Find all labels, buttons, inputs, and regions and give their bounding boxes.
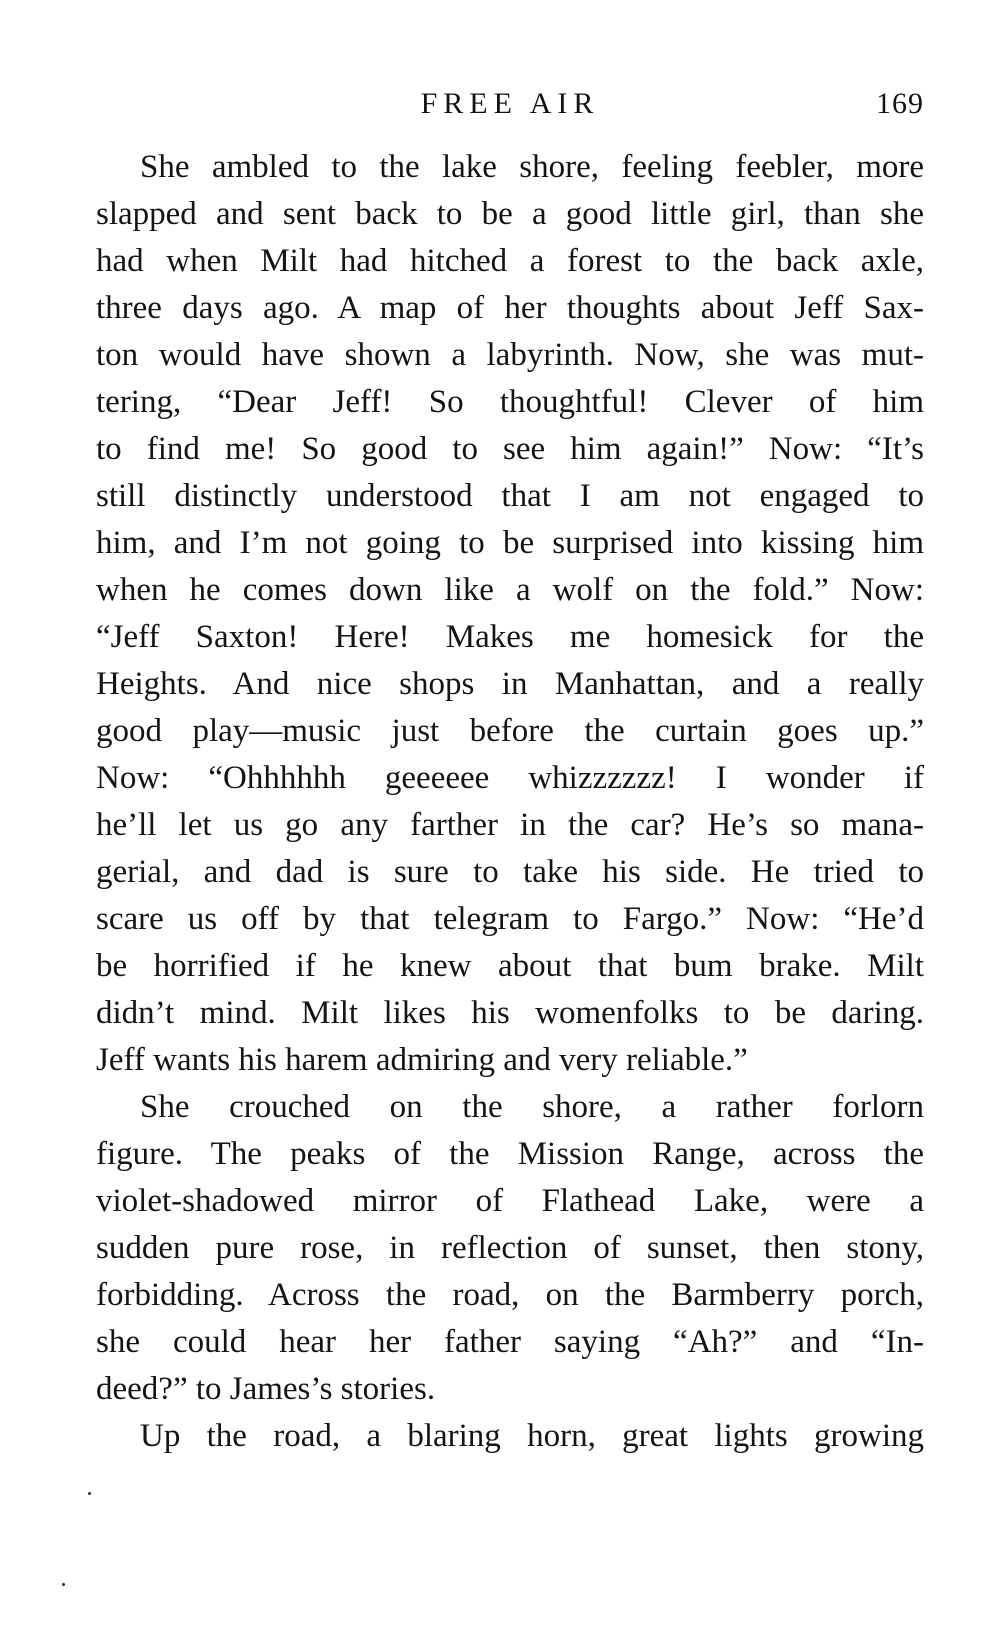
ink-speck bbox=[88, 1492, 91, 1495]
text-line: slapped and sent back to be a good little girl, than she bbox=[96, 196, 924, 232]
body-text bbox=[96, 144, 924, 1460]
text-line: good play—music just before the curtain goes up.” bbox=[96, 713, 924, 749]
text-line: figure. The peaks of the Mission Range, across the bbox=[96, 1136, 924, 1172]
text-line: Heights. And nice shops in Manhattan, and a really bbox=[96, 666, 924, 702]
text-line: when he comes down like a wolf on the fold.” Now: bbox=[96, 572, 924, 608]
text-line: scare us off by that telegram to Fargo.” Now: “He’d bbox=[96, 901, 924, 937]
running-title: FREE AIR bbox=[420, 87, 600, 120]
text-line: be horrified if he knew about that bum brake. Milt bbox=[96, 948, 924, 984]
text-line: he’ll let us go any farther in the car? He’s so mana- bbox=[96, 807, 924, 843]
ink-speck bbox=[62, 1583, 65, 1586]
text-line: deed?” to James’s stories. bbox=[96, 1371, 436, 1407]
text-line: Up the road, a blaring horn, great lights growing bbox=[140, 1418, 924, 1454]
text-line: Now: “Ohhhhhh geeeeee whizzzzzz! I wonder if bbox=[96, 760, 924, 796]
text-line: “Jeff Saxton! Here! Makes me homesick for the bbox=[96, 619, 924, 655]
text-line: him, and I’m not going to be surprised into kissing him bbox=[96, 525, 924, 561]
text-line: She crouched on the shore, a rather forlorn bbox=[140, 1089, 924, 1125]
text-line: forbidding. Across the road, on the Barmberry porch, bbox=[96, 1277, 924, 1313]
text-line: tering, “Dear Jeff! So thoughtful! Clever of him bbox=[96, 384, 924, 420]
text-line: gerial, and dad is sure to take his side. He tried to bbox=[96, 854, 924, 890]
running-head bbox=[96, 84, 924, 124]
text-line: had when Milt had hitched a forest to the back axle, bbox=[96, 243, 924, 279]
text-line: Jeff wants his harem admiring and very reliable.” bbox=[96, 1042, 748, 1078]
text-line: didn’t mind. Milt likes his womenfolks to be daring. bbox=[96, 995, 924, 1031]
text-line: ton would have shown a labyrinth. Now, she was mut- bbox=[96, 337, 924, 373]
text-line: three days ago. A map of her thoughts about Jeff Sax- bbox=[96, 290, 924, 326]
text-line: sudden pure rose, in reflection of sunset, then stony, bbox=[96, 1230, 924, 1266]
text-line: still distinctly understood that I am not engaged to bbox=[96, 478, 924, 514]
page-number: 169 bbox=[876, 87, 924, 120]
text-line: she could hear her father saying “Ah?” and “In- bbox=[96, 1324, 924, 1360]
text-line: to find me! So good to see him again!” Now: “It’s bbox=[96, 431, 924, 467]
text-line: violet-shadowed mirror of Flathead Lake, were a bbox=[96, 1183, 924, 1219]
text-line: She ambled to the lake shore, feeling feebler, more bbox=[140, 149, 924, 185]
